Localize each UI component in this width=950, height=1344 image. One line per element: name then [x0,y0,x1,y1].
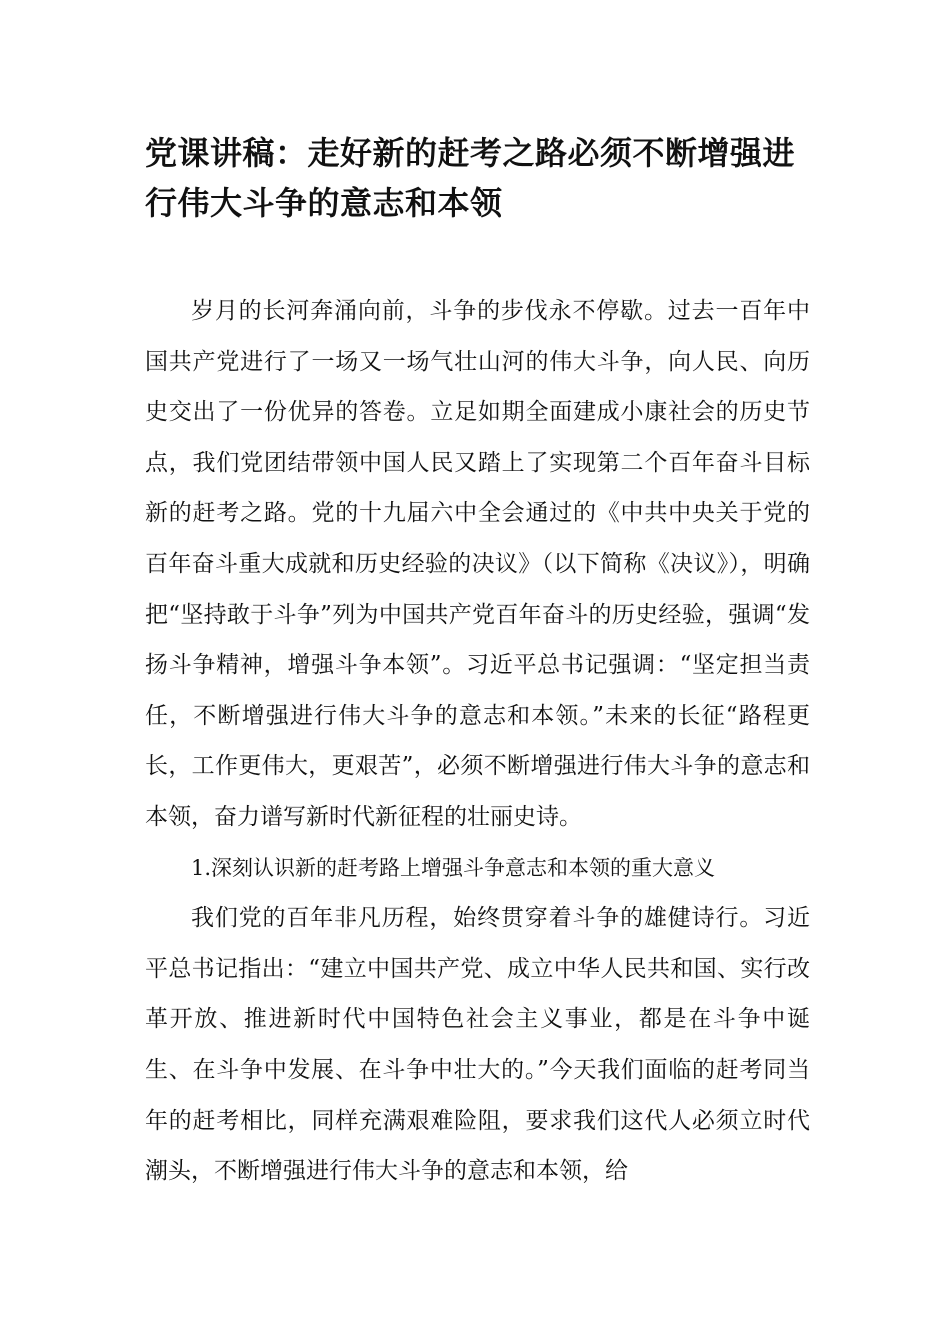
document-body [145,128,810,1197]
section-paragraph: 我们党的百年非凡历程，始终贯穿着斗争的雄健诗行。习近平总书记指出：“建立中国共产党、成立中华人民共和国、实行改革开放、推进新时代中国特色社会主义事业，都是在斗争中诞生、在斗争中发展、在斗争中壮大的。”今天我们面临的赶考同当年的赶考相比，同样充满艰难险阻，要求我们这代人必须立时代潮头，不断增强进行伟大斗争的意志和本领，给 [145,905,810,1185]
section-heading: 1.深刻认识新的赶考路上增强斗争意志和本领的重大意义 [191,855,716,880]
document-title: 党课讲稿：走好新的赶考之路必须不断增强进行伟大斗争的意志和本领 [145,134,796,222]
intro-paragraph: 岁月的长河奔涌向前，斗争的步伐永不停歇。过去一百年中国共产党进行了一场又一场气壮山河的伟大斗争，向人民、向历史交出了一份优异的答卷。立足如期全面建成小康社会的历史节点，我们党团结带领中国人民又踏上了实现第二个百年奋斗目标新的赶考之路。党的十九届六中全会通过的《中共中央关于党的百年奋斗重大成就和历史经验的决议》（以下简称《决议》），明确把“坚持敢于斗争”列为中国共产党百年奋斗的历史经验，强调“发扬斗争精神，增强斗争本领”。习近平总书记强调：“坚定担当责任，不断增强进行伟大斗争的意志和本领。”未来的长征“路程更长，工作更伟大，更艰苦”，必须不断增强进行伟大斗争的意志和本领，奋力谱写新时代新征程的壮丽史诗。 [145,298,810,830]
